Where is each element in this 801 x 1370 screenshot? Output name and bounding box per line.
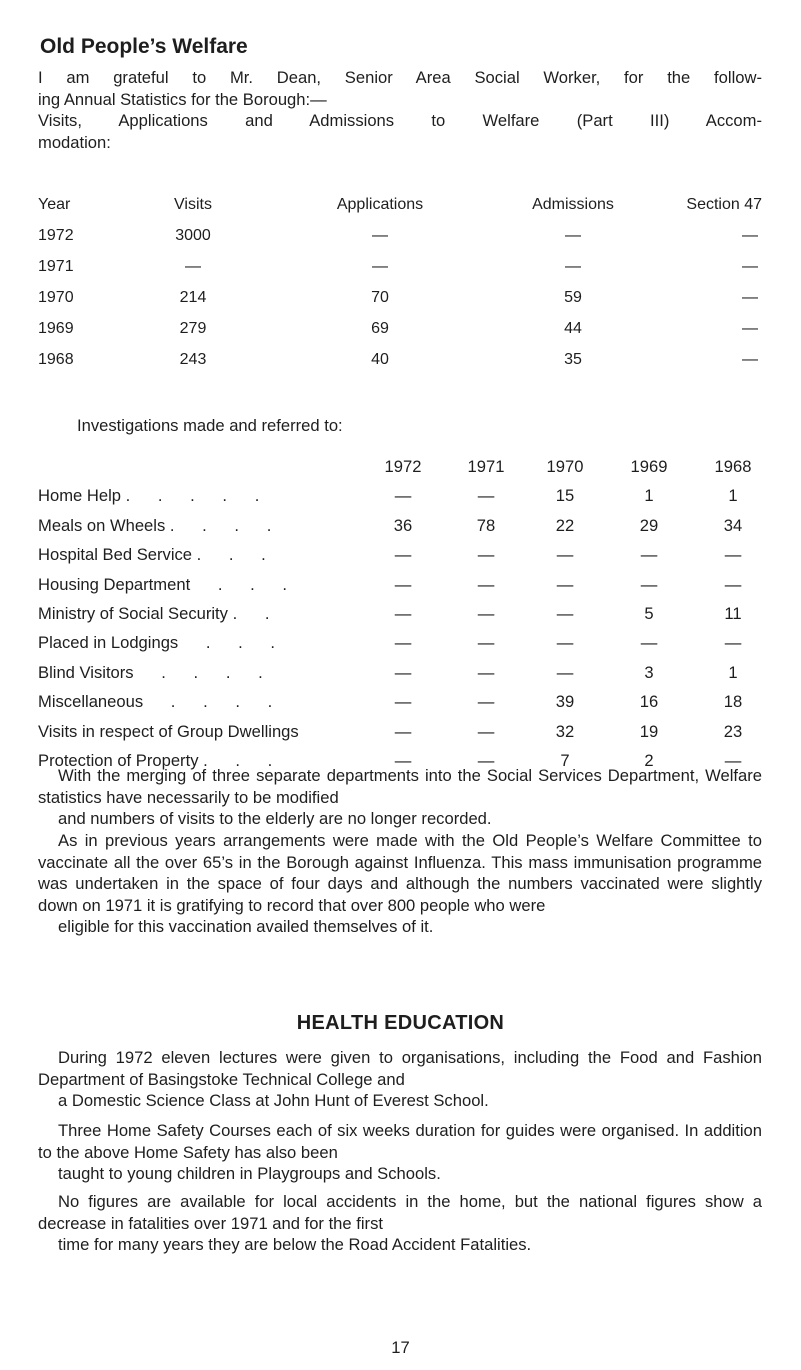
intro-line: I am grateful to Mr. Dean, Senior Area Social Worker, for the follow- — [38, 68, 762, 87]
table-cell: 36 — [393, 515, 413, 535]
table-cell: — — [640, 633, 658, 653]
table-cell: 279 — [179, 320, 207, 337]
intro-line: modation: — [38, 132, 111, 152]
table-cell: — — [640, 545, 658, 565]
table-cell: — — [724, 750, 742, 770]
row-label: Housing Department . . . — [38, 574, 288, 594]
table-row — [38, 663, 762, 692]
table-cell: 1 — [728, 662, 738, 682]
table-cell: — — [394, 750, 412, 770]
row-label: Ministry of Social Security . . — [38, 603, 270, 623]
table-cell: 11 — [724, 603, 742, 623]
table-cell: — — [477, 662, 495, 682]
paragraph-last-line: a Domestic Science Class at John Hunt of Everest School. — [58, 1091, 489, 1110]
page-title: Old People’s Welfare — [40, 35, 248, 58]
table-cell: 23 — [723, 721, 743, 741]
table-row — [38, 320, 762, 351]
table-cell: — — [556, 574, 574, 594]
table-cell: 1971 — [38, 258, 74, 275]
table-header-row — [38, 196, 762, 227]
table-cell: 3000 — [175, 227, 211, 244]
table-cell: — — [477, 603, 495, 623]
table-header-row — [38, 457, 762, 486]
column-header: Applications — [336, 196, 424, 213]
row-label: Miscellaneous . . . . — [38, 692, 273, 712]
year-header: 1968 — [714, 457, 752, 476]
table-cell: — — [556, 545, 574, 565]
table-cell: 5 — [644, 603, 654, 623]
year-header: 1972 — [384, 457, 422, 476]
table-cell: — — [372, 258, 388, 275]
paragraph-last-line: time for many years they are below the Road Accident Fatalities. — [58, 1235, 532, 1254]
table-row — [38, 351, 762, 382]
paragraph-last-line: taught to young children in Playgroups and Schools. — [58, 1164, 441, 1183]
table-cell: — — [394, 692, 412, 712]
row-label: Home Help . . . . . — [38, 486, 260, 506]
row-label: Meals on Wheels . . . . — [38, 515, 272, 535]
table-row — [38, 722, 762, 751]
table-cell: 59 — [564, 289, 582, 306]
table-row — [38, 486, 762, 515]
table-cell: 1 — [728, 486, 738, 506]
table-cell: 16 — [639, 692, 659, 712]
table-cell: 15 — [555, 486, 575, 506]
column-header: Year — [38, 196, 71, 213]
table-cell: 1970 — [38, 289, 74, 306]
table-cell: — — [477, 721, 495, 741]
intro-line: ing Annual Statistics for the Borough:— — [38, 89, 327, 109]
table-cell: — — [394, 574, 412, 594]
table-cell: — — [724, 633, 742, 653]
table-cell: 32 — [555, 721, 575, 741]
table-cell: 1972 — [38, 227, 74, 244]
table-cell: — — [394, 662, 412, 682]
table-cell: 69 — [371, 320, 389, 337]
table-row — [38, 575, 762, 604]
row-label: Placed in Lodgings . . . — [38, 633, 276, 653]
table-cell: 2 — [644, 750, 654, 770]
row-label: Blind Visitors . . . . — [38, 662, 263, 682]
row-label: Hospital Bed Service . . . — [38, 545, 266, 565]
paragraph-text: Three Home Safety Courses each of six weeks duration for guides were organised. In addition to the above Home Safety has also been — [38, 1121, 762, 1162]
intro-paragraph-2 — [38, 110, 762, 153]
investigations-title: Investigations made and referred to: — [77, 416, 343, 435]
table-row — [38, 604, 762, 633]
table-row — [38, 545, 762, 574]
table-cell: 40 — [371, 351, 389, 368]
table-row — [38, 516, 762, 545]
table-cell: — — [477, 633, 495, 653]
paragraph-last-line: and numbers of visits to the elderly are no longer recorded. — [58, 809, 492, 828]
table-cell: — — [477, 545, 495, 565]
row-label: Protection of Property . . . — [38, 750, 273, 770]
table-cell: 1969 — [38, 320, 74, 337]
table-cell: 39 — [555, 692, 575, 712]
influenza-paragraph — [38, 830, 762, 938]
welfare-statistics-table — [38, 196, 762, 382]
paragraph-text: As in previous years arrangements were made with the Old People’s Welfare Committee to vaccinate all the over 65’s in the Borough against Influenza. This mass immunisation programme was undertaken in the space of four days and although the numbers vaccinated were slightly down on 1971 it is gratifying to record that over 800 people who were — [38, 831, 762, 915]
paragraph-last-line: eligible for this vaccination availed themselves of it. — [58, 917, 434, 936]
table-cell: — — [742, 320, 758, 337]
table-row — [38, 289, 762, 320]
table-cell: 78 — [476, 515, 496, 535]
table-cell: 70 — [371, 289, 389, 306]
table-cell: — — [742, 227, 758, 244]
table-cell: 1 — [644, 486, 654, 506]
table-cell: — — [185, 258, 201, 275]
table-row — [38, 258, 762, 289]
table-cell: — — [394, 633, 412, 653]
table-cell: — — [724, 574, 742, 594]
intro-line: Visits, Applications and Admissions to Welfare (Part III) Accom- — [38, 111, 762, 130]
table-cell: — — [394, 721, 412, 741]
table-cell: — — [477, 574, 495, 594]
year-header: 1969 — [630, 457, 668, 476]
lectures-paragraph — [38, 1047, 762, 1112]
table-cell: 29 — [639, 515, 659, 535]
merging-paragraph — [38, 765, 762, 830]
table-row — [38, 227, 762, 258]
row-label: Visits in respect of Group Dwellings — [38, 721, 299, 741]
column-header: Visits — [174, 196, 212, 213]
paragraph-text: With the merging of three separate departments into the Social Services Department, Welfare statistics have necessarily to be modified — [38, 766, 762, 807]
table-cell: — — [565, 227, 581, 244]
table-cell: — — [724, 545, 742, 565]
table-cell: — — [477, 750, 495, 770]
column-header: Section 47 — [686, 196, 762, 213]
table-row — [38, 633, 762, 662]
table-cell: — — [742, 258, 758, 275]
year-header: 1970 — [546, 457, 584, 476]
table-cell: 22 — [555, 515, 575, 535]
table-cell: — — [556, 662, 574, 682]
table-cell: — — [372, 227, 388, 244]
paragraph-text: During 1972 eleven lectures were given to organisations, including the Food and Fashion Department of Basingstoke Technical College and — [38, 1048, 762, 1089]
table-cell: 3 — [644, 662, 654, 682]
intro-paragraph — [38, 67, 762, 110]
table-cell: 19 — [639, 721, 659, 741]
table-cell: — — [556, 633, 574, 653]
table-cell: — — [742, 289, 758, 306]
page-number: 17 — [391, 1338, 410, 1357]
table-cell: 1968 — [38, 351, 74, 368]
accidents-paragraph — [38, 1191, 762, 1256]
table-cell: 243 — [179, 351, 207, 368]
table-cell: — — [477, 486, 495, 506]
table-cell: 18 — [723, 692, 743, 712]
table-cell: 44 — [564, 320, 582, 337]
table-cell: — — [556, 603, 574, 623]
section-heading: HEALTH EDUCATION — [296, 1012, 505, 1034]
investigations-table — [38, 457, 762, 780]
paragraph-text: No figures are available for local accidents in the home, but the national figures show a decrease in fatalities over 1971 and for the first — [38, 1192, 762, 1233]
table-cell: — — [640, 574, 658, 594]
home-safety-paragraph — [38, 1120, 762, 1185]
table-cell: — — [565, 258, 581, 275]
table-cell: — — [394, 545, 412, 565]
table-cell: — — [394, 486, 412, 506]
table-cell: 7 — [560, 750, 570, 770]
table-cell: — — [394, 603, 412, 623]
table-row — [38, 692, 762, 721]
year-header: 1971 — [467, 457, 505, 476]
table-cell: 35 — [564, 351, 582, 368]
table-cell: — — [742, 351, 758, 368]
table-cell: — — [477, 692, 495, 712]
table-cell: 34 — [723, 515, 743, 535]
table-cell: 214 — [179, 289, 207, 306]
column-header: Admissions — [532, 196, 614, 213]
